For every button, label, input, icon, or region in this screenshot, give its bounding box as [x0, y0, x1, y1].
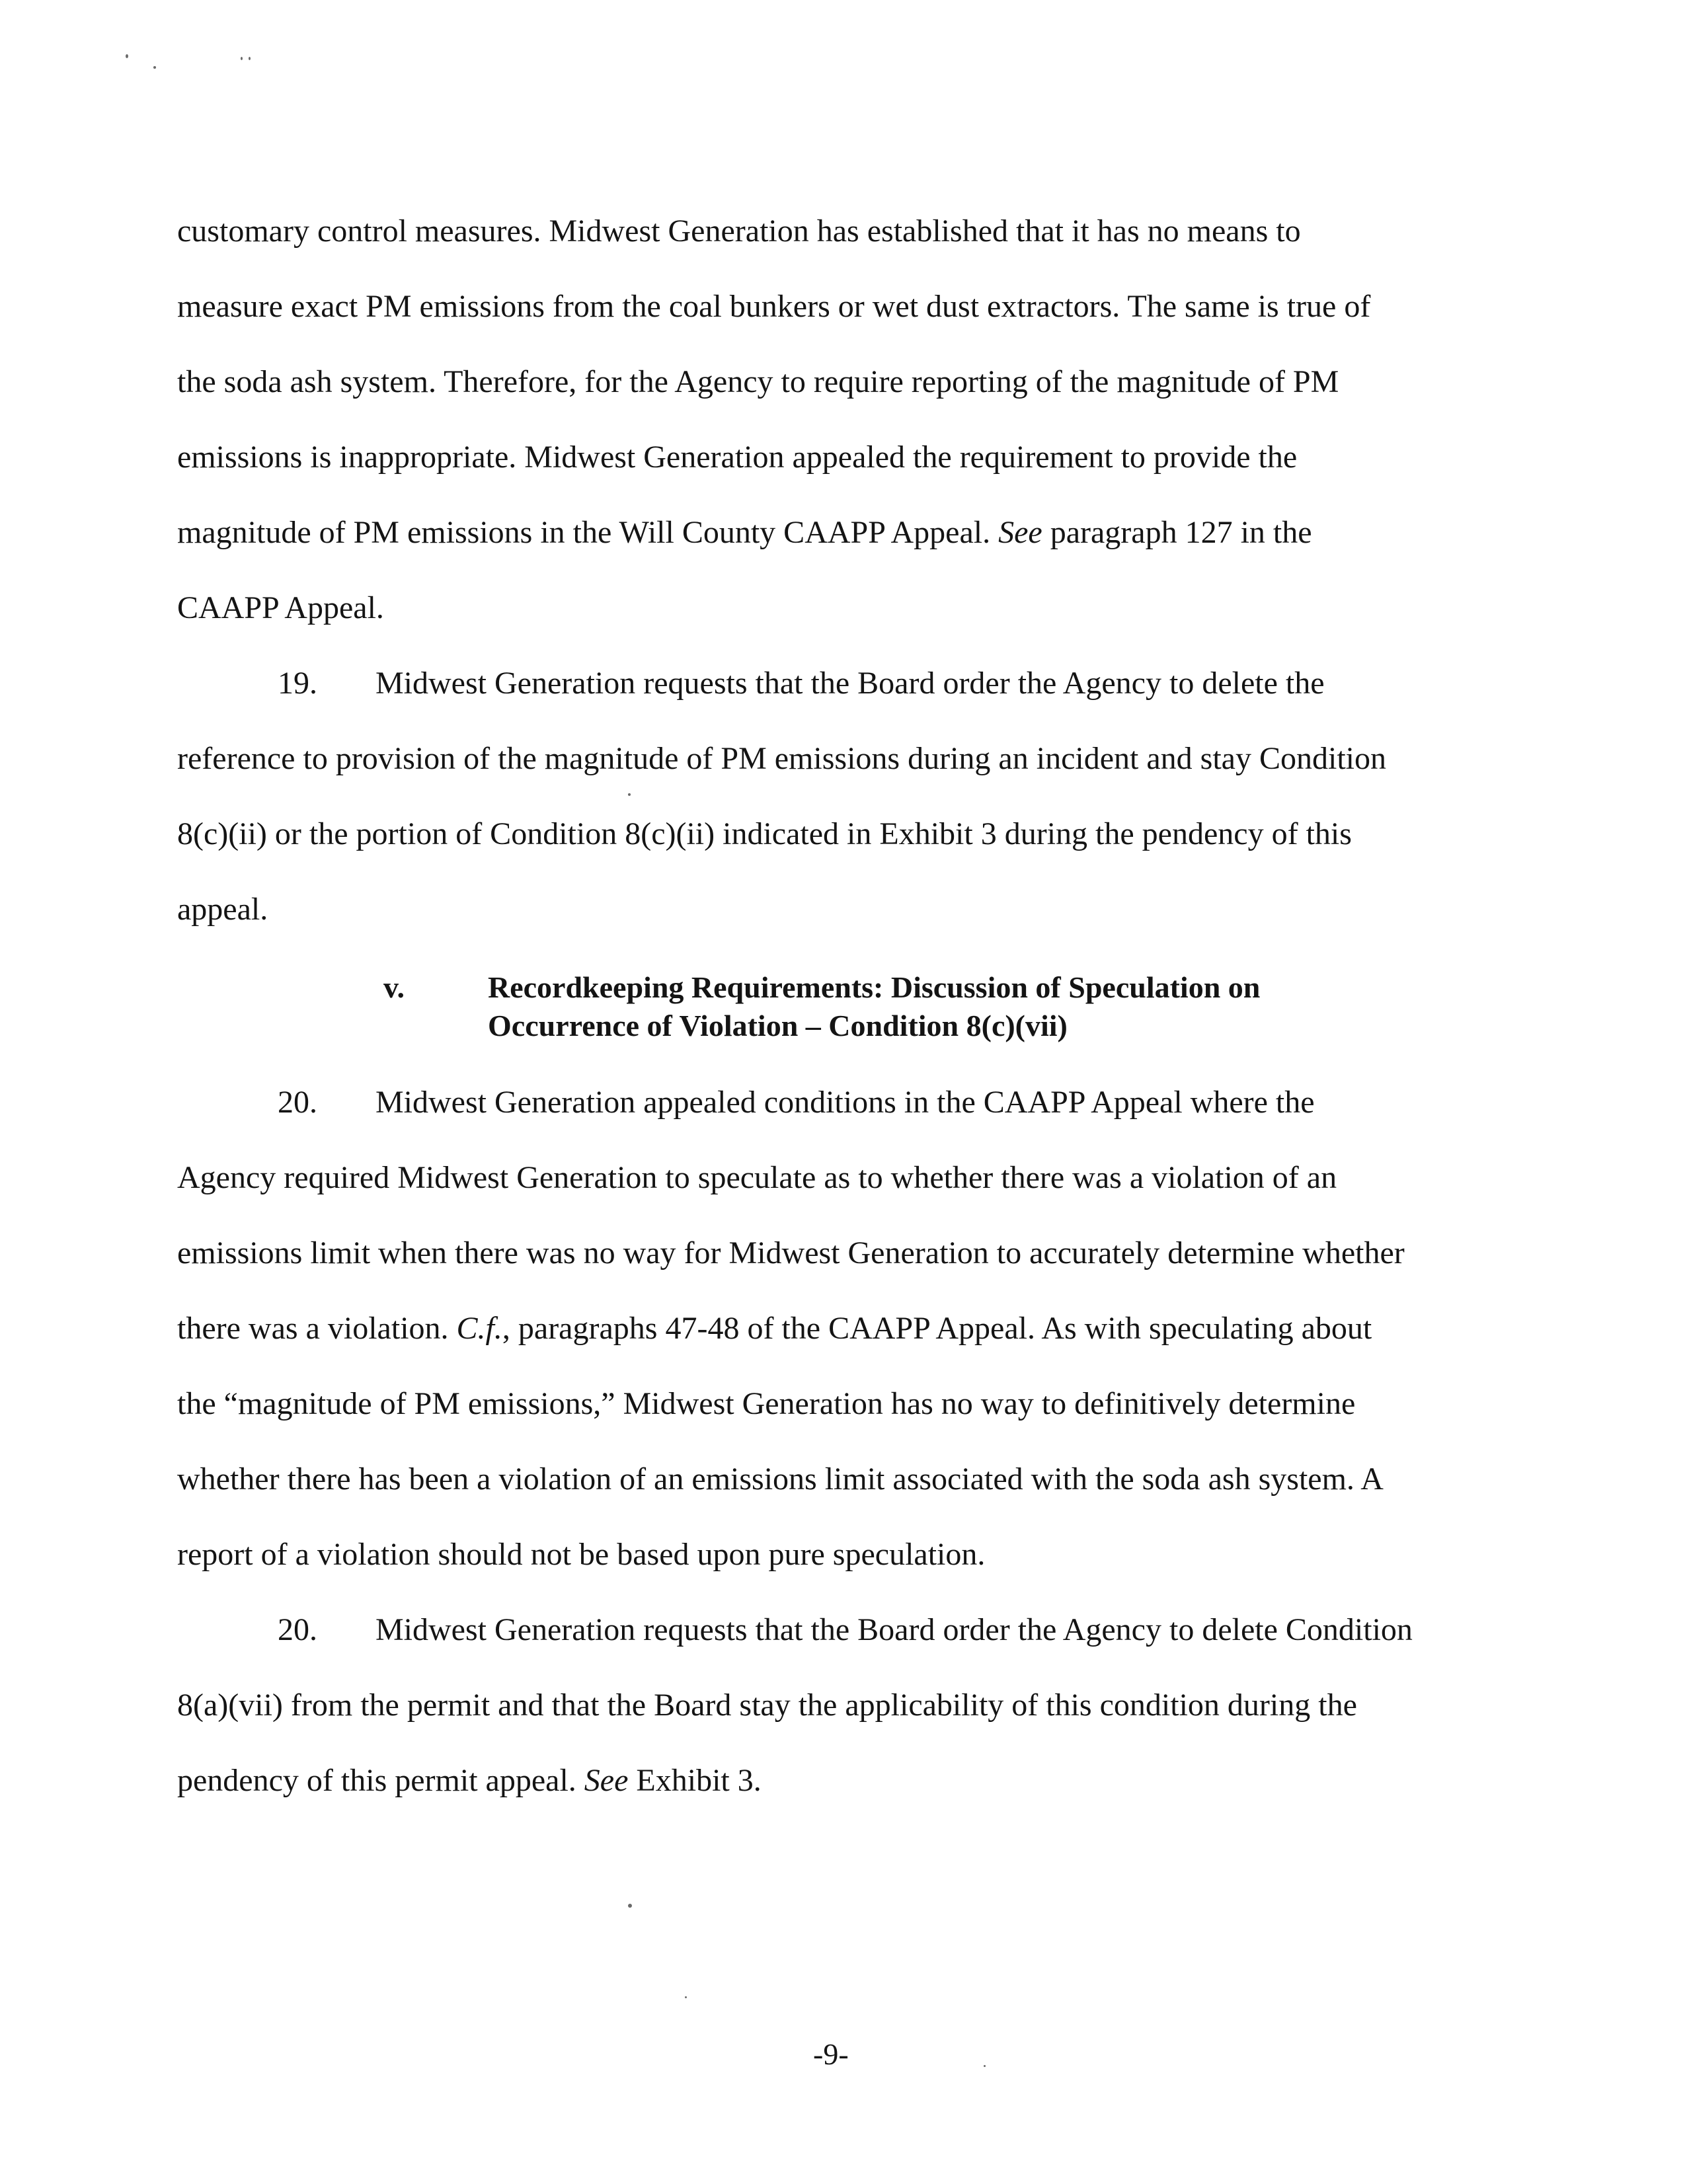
body-line — [177, 1762, 762, 1799]
paragraph-number: 19. — [278, 666, 317, 701]
italic-citation: See — [584, 1763, 629, 1798]
text-run: pendency of this permit appeal. — [177, 1763, 584, 1798]
scan-speck — [249, 57, 251, 60]
body-line: report of a violation should not be based upon pure speculation. — [177, 1537, 986, 1572]
body-line: 8(a)(vii) from the permit and that the Board stay the applicability of this condition during the — [177, 1688, 1357, 1723]
body-line: measure exact PM emissions from the coal bunkers or wet dust extractors. The same is true of — [177, 289, 1371, 324]
scan-speck — [984, 2065, 986, 2067]
page-number: -9- — [813, 2037, 849, 2071]
text-run: Exhibit 3. — [628, 1763, 762, 1798]
scan-speck — [126, 54, 128, 58]
body-line: the “magnitude of PM emissions,” Midwest Generation has no way to definitively determine — [177, 1386, 1356, 1421]
scan-speck — [628, 1904, 632, 1908]
body-line: CAAPP Appeal. — [177, 590, 384, 625]
body-line: reference to provision of the magnitude of PM emissions during an incident and stay Condition — [177, 741, 1386, 776]
scan-speck — [241, 57, 243, 60]
italic-citation: C.f. — [456, 1311, 502, 1346]
body-line: customary control measures. Midwest Generation has established that it has no means to — [177, 214, 1301, 249]
body-line: appeal. — [177, 892, 268, 927]
paragraph-number: 20. — [278, 1612, 317, 1647]
body-line: whether there has been a violation of an emissions limit associated with the soda ash system. A — [177, 1462, 1384, 1497]
body-line: emissions limit when there was no way for Midwest Generation to accurately determine whether — [177, 1235, 1405, 1270]
body-line: 8(c)(ii) or the portion of Condition 8(c)(ii) indicated in Exhibit 3 during the pendency of this — [177, 816, 1352, 851]
paragraph-first-line: Midwest Generation requests that the Board order the Agency to delete the — [375, 666, 1325, 701]
section-heading-line: Occurrence of Violation – Condition 8(c)(vii) — [488, 1009, 1068, 1042]
body-line — [177, 514, 1312, 551]
section-heading-line: Recordkeeping Requirements: Discussion of Speculation on — [488, 970, 1261, 1004]
scan-speck — [153, 66, 156, 69]
body-line: the soda ash system. Therefore, for the Agency to require reporting of the magnitude of PM — [177, 364, 1339, 399]
text-run: there was a violation. — [177, 1311, 457, 1346]
body-line: Agency required Midwest Generation to speculate as to whether there was a violation of an — [177, 1160, 1337, 1195]
paragraph-first-line: Midwest Generation requests that the Board order the Agency to delete Condition — [375, 1612, 1413, 1647]
text-run: paragraph 127 in the — [1042, 515, 1312, 550]
paragraph-number: 20. — [278, 1085, 317, 1120]
italic-citation: See — [998, 515, 1042, 550]
scan-speck — [685, 1996, 687, 1998]
section-heading-number: v. — [383, 970, 405, 1004]
paragraph-first-line: Midwest Generation appealed conditions in the CAAPP Appeal where the — [375, 1085, 1315, 1120]
scan-speck — [628, 793, 631, 796]
body-line — [177, 1310, 1372, 1347]
text-run: , paragraphs 47-48 of the CAAPP Appeal. As with speculating about — [502, 1311, 1372, 1346]
body-line: emissions is inappropriate. Midwest Generation appealed the requirement to provide the — [177, 440, 1298, 475]
text-run: magnitude of PM emissions in the Will County CAAPP Appeal. — [177, 515, 999, 550]
